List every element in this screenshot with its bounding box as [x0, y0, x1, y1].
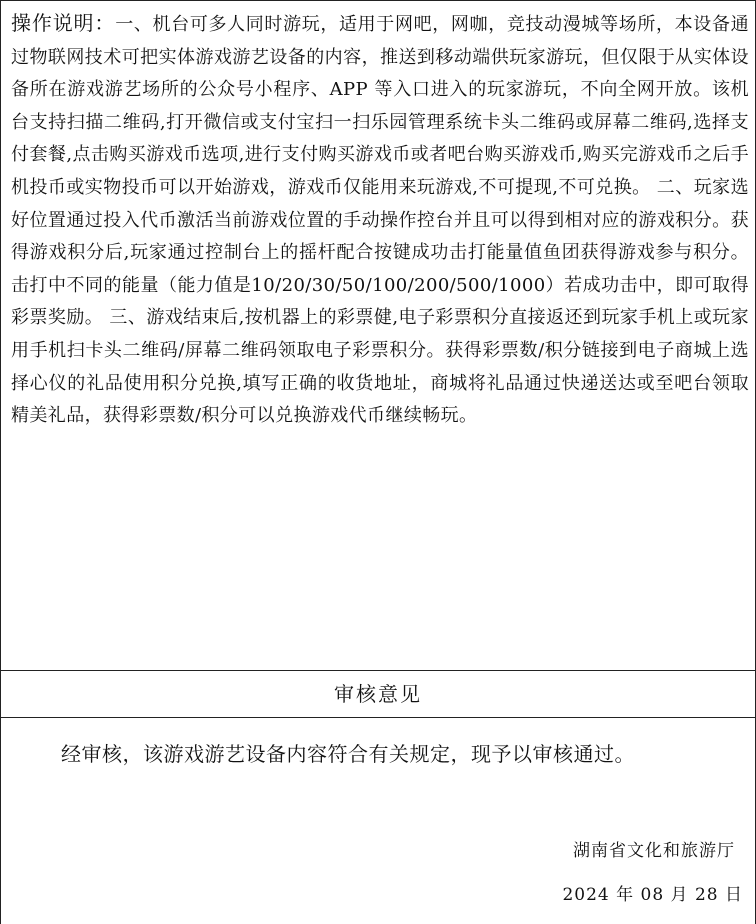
instructions-label: 操作说明：	[11, 11, 116, 35]
operation-instructions-cell	[1, 1, 755, 671]
review-date: 2024 年 08 月 28 日	[562, 885, 743, 905]
review-opinion-cell	[1, 718, 755, 924]
issuing-authority: 湖南省文化和旅游厅	[573, 841, 735, 861]
review-opinion-text: 经审核，该游戏游艺设备内容符合有关规定，现予以审核通过。	[61, 742, 635, 766]
instructions-text: 一、机台可多人同时游玩，适用于网吧，网咖，竞技动漫城等场所，本设备通过物联网技术可把实体游戏游艺设备的内容，推送到移动端供玩家游玩，但仅限于从实体设备所在游戏游艺场所的公众号小程序、APP 等入口进入的玩家游玩，不向全网开放。该机台支持扫描二维码,打开微信或支付宝扫一扫乐园管理系统卡头二维码或屏幕二维码,选择支付套餐,点击购买游戏币选项,进行支付购买游戏币或者吧台购买游戏币,购买完游戏币之后手机投币或实物投币可以开始游戏，游戏币仅能用来玩游戏,不可提现,不可兑换。 二、玩家选好位置通过投入代币激活当前游戏位置的手动操作控台并且可以得到相对应的游戏积分。获得游戏积分后,玩家通过控制台上的摇杆配合按键成功击打能量值鱼团获得游戏参与积分。击打中不同的能量（能力值是10/20/30/50/100/200/500/1000）若成功击中，即可取得彩票奖励。 三、游戏结束后,按机器上的彩票健,电子彩票积分直接返还到玩家手机上或玩家用手机扫卡头二维码/屏幕二维码领取电子彩票积分。获得彩票数/积分链接到电子商城上选择心仪的礼品使用积分兑换,填写正确的收货地址，商城将礼品通过快递送达或至吧台领取精美礼品，获得彩票数/积分可以兑换游戏代币继续畅玩。	[11, 14, 750, 427]
review-opinion-heading: 审核意见	[1, 671, 755, 718]
